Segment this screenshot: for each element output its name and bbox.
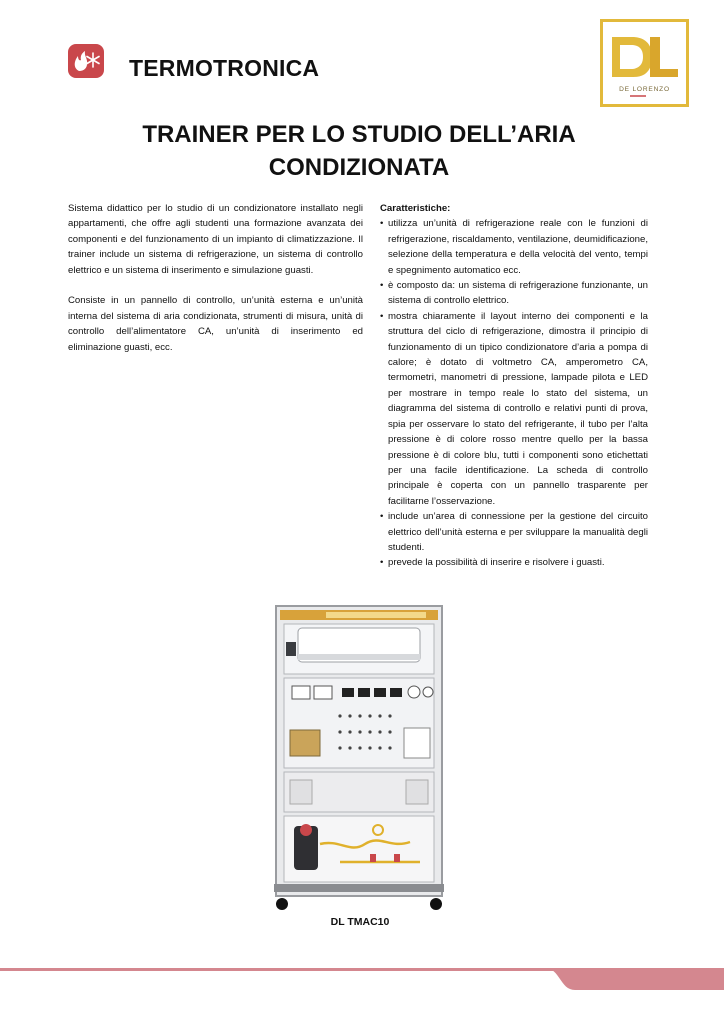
feature-item: • utilizza un’unità di refrigerazione reale con le funzioni di refrigerazione, riscaldamento, ventilazione, deumidificazione, selezione della temperatura e della velocità del vento, tempi e spegnimento automatico ecc. [380, 216, 648, 278]
page-title: TRAINER PER LO STUDIO DELL’ARIA CONDIZIONATA [142, 121, 576, 181]
description-paragraph: Consiste in un pannello di controllo, un’unità esterna e un’unità interna del sistema di aria condizionata, strumenti di misura, unità di controllo dell’alimentatore CA, un’unità di inserimento ed eliminazione guasti, ecc. [68, 295, 363, 353]
feature-item: • mostra chiaramente il layout interno dei componenti e la struttura del ciclo di refrigerazione, dimostra il principio di funzionamento di un tipico condizionatore d’aria a pompa di calore; è dotato di voltmetro CA, amperometro CA, termometri, manometri di pressione, lampade pilota e LED per mostrare in tempo reale lo stato del sistema, un diagramma del sistema di controllo e relativi punti di prova, spia per osservare lo stato del refrigerante, il tubo per l’alta pressione è di colore rosso mentre quello per la bassa pressione è di colore blu, tutti i componenti sono etichettati per una facile identificazione. La scheda di controllo principale è coperta con un pannello trasparente per facilitarne l’osservazione. [380, 309, 648, 509]
de-lorenzo-logo [600, 19, 689, 107]
flame-snowflake-icon [68, 44, 104, 78]
footer-bar [0, 964, 724, 994]
features-list [380, 216, 648, 570]
features-heading: Caratteristiche: [380, 203, 451, 214]
logo-text: DE LORENZO [619, 86, 670, 93]
description-paragraph: Sistema didattico per lo studio di un condizionatore installato negli appartamenti, che offre agli studenti una formazione avanzata dei componenti e del funzionamento di un impianto di climatizzazione. Il trainer include un sistema di refrigerazione, un sistema di controllo elettrico e un sistema di inserimento e simulazione guasti. [68, 203, 363, 276]
features-column [380, 201, 648, 571]
description-column [68, 201, 363, 370]
category-title: TERMOTRONICA [129, 55, 320, 81]
feature-item: • è composto da: un sistema di refrigerazione funzionante, un sistema di controllo elettrico. [380, 278, 648, 309]
product-image [270, 604, 448, 918]
product-caption: DL TMAC10 [330, 916, 390, 928]
feature-item: • include un’area di connessione per la gestione del circuito elettrico dell’unità esterna e per sviluppare la manualità degli studenti. [380, 509, 648, 555]
feature-item: • prevede la possibilità di inserire e risolvere i guasti. [380, 555, 648, 570]
